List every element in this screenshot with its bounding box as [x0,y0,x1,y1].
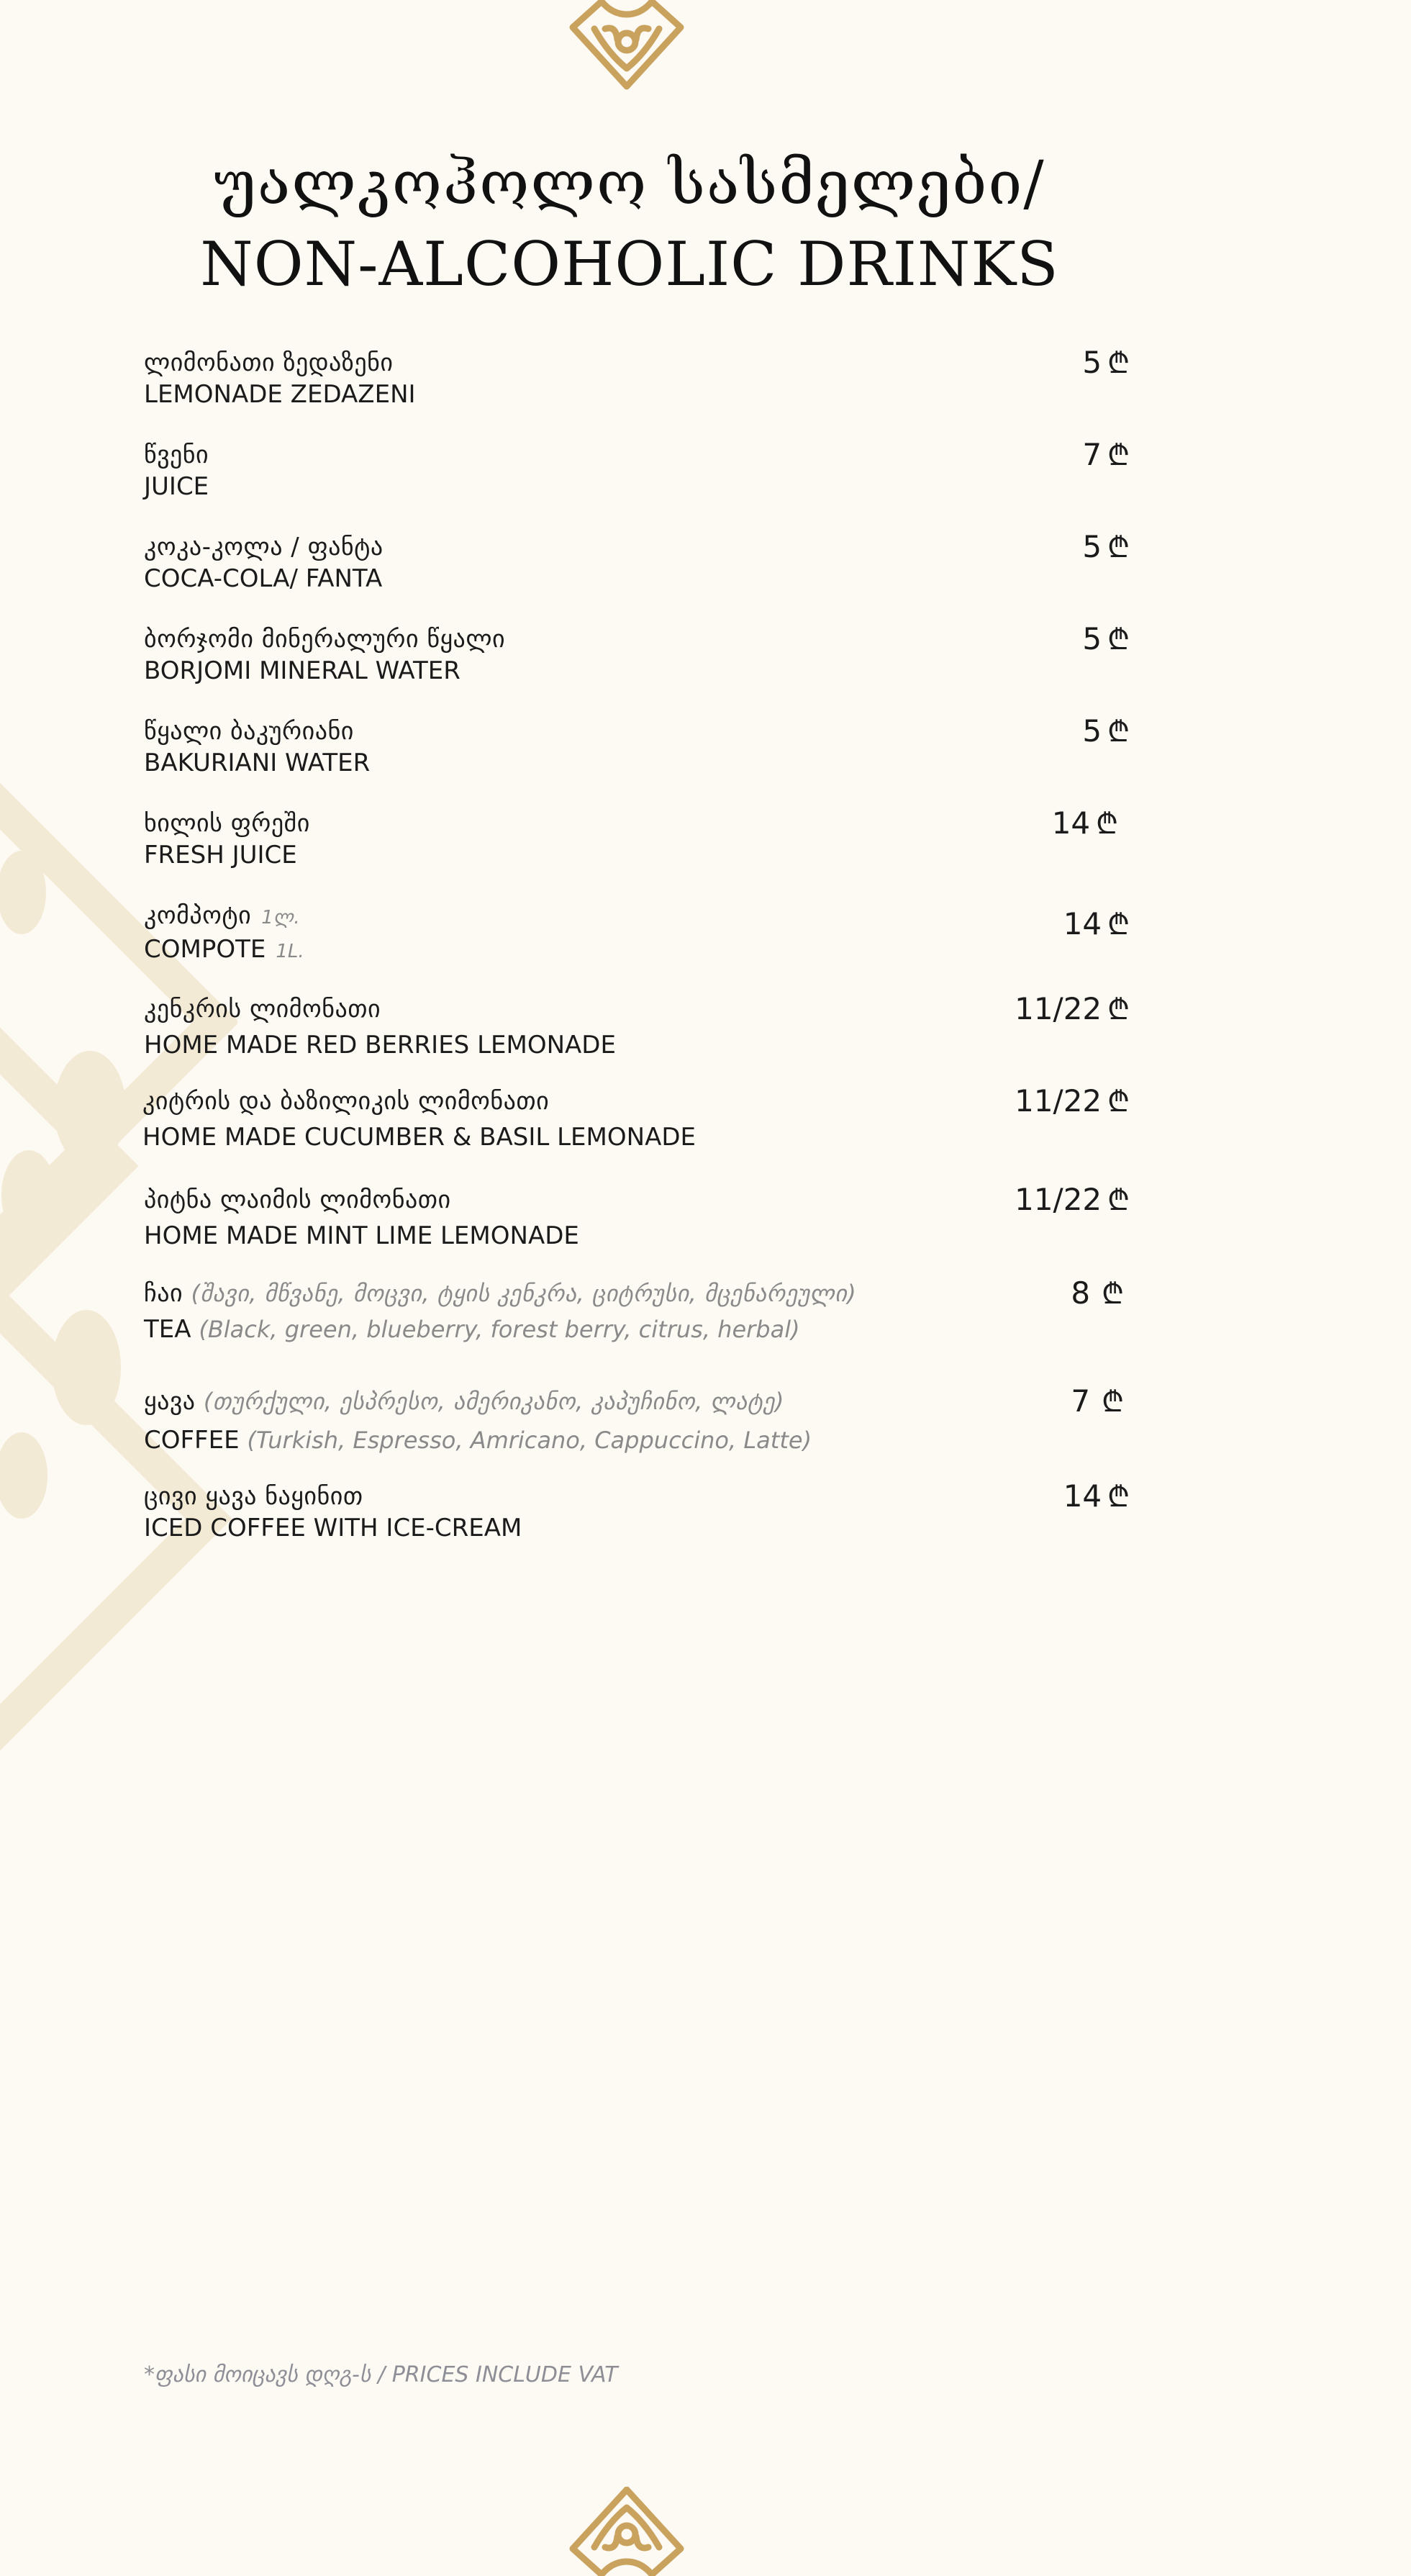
menu-item [144,900,1130,967]
price-value: 5 [1082,713,1102,749]
item-note: (შავი, მწვანე, მოცვი, ტყის კენკრა, ციტრუსი, მცენარეული) [191,1280,857,1307]
item-name-english: HOME MADE CUCUMBER & BASIL LEMONADE [142,1123,696,1152]
item-note: (Turkish, Espresso, Amricano, Cappuccino, Latte) [247,1427,812,1454]
item-price [1051,805,1118,841]
volume-label: 1L. [276,941,304,962]
item-name-english: COCA-COLA/ FANTA [144,564,383,593]
lari-icon: ₾ [1107,1481,1130,1514]
price-value: 11/22 [1015,991,1102,1026]
menu-item [144,439,1130,502]
item-price [1082,715,1130,748]
item-name-text: TEA [144,1315,191,1344]
menu-item [144,623,1130,687]
item-name-georgian: ლიმონათი ზედაზენი [144,348,394,377]
bottom-ornament-icon [566,2487,688,2576]
item-name-english: LEMONADE ZEDAZENI [144,380,416,409]
item-name-georgian [144,1386,1130,1417]
lari-icon: ₾ [1107,993,1130,1026]
price-value: 5 [1082,621,1102,656]
menu-item [144,1478,1130,1544]
lari-icon: ₾ [1096,808,1118,841]
item-name-english: ICED COFFEE WITH ICE-CREAM [144,1514,522,1542]
item-name-georgian [144,900,1130,934]
item-name-georgian: კოკა-კოლა / ფანტა [144,533,384,561]
lari-icon: ₾ [1107,623,1130,656]
item-name-english: FRESH JUICE [144,841,297,869]
item-name-english: JUICE [144,472,209,501]
item-price [1063,1478,1130,1514]
price-value: 7 [1071,1383,1091,1419]
menu-item [144,531,1130,595]
item-name-english [144,1424,1130,1456]
price-value: 14 [1063,1478,1102,1514]
item-price [1082,531,1130,564]
item-name-georgian: ცივი ყავა ნაყინით [144,1482,363,1511]
item-name-georgian: წყალი ბაკურიანი [144,717,354,746]
item-name-text: ჩაი [144,1279,183,1308]
item-name-english: HOME MADE RED BERRIES LEMONADE [144,1031,616,1059]
item-price [1071,1383,1124,1419]
item-price [1082,623,1130,656]
volume-label: 1ლ. [261,907,301,928]
price-value: 7 [1082,437,1102,472]
menu-item [144,805,1130,871]
price-value: 14 [1051,805,1091,841]
item-name-text: COFFEE [144,1426,240,1455]
menu-item [144,993,1130,1061]
menu-item [144,1383,1130,1456]
item-name-english: BORJOMI MINERAL WATER [144,656,460,685]
item-name-english: HOME MADE MINT LIME LEMONADE [144,1221,579,1250]
lari-icon: ₾ [1107,1184,1130,1217]
item-price [1015,1085,1130,1118]
item-name-english [144,1314,1130,1345]
price-value: 11/22 [1015,1083,1102,1118]
lari-icon: ₾ [1107,531,1130,564]
item-name-georgian: ბორჯომი მინერალური წყალი [144,625,506,654]
menu-item [142,1085,1128,1153]
lari-icon: ₾ [1102,1386,1124,1419]
price-value: 5 [1082,529,1102,564]
menu-item [144,1184,1130,1252]
page-title-georgian: უალკოჰოლო სასმელები/ [214,148,1045,218]
item-price [1082,439,1130,471]
item-name-english [144,934,1130,967]
item-name-georgian: კენკრის ლიმონათი [144,995,381,1023]
item-price [1082,347,1130,379]
item-price [1063,908,1130,941]
lari-icon: ₾ [1107,715,1130,749]
price-value: 8 [1071,1275,1091,1311]
lari-icon: ₾ [1102,1278,1124,1311]
item-note: (თურქული, ესპრესო, ამერიკანო, კაპუჩინო, ლატე) [203,1388,784,1415]
item-price [1015,1184,1130,1216]
item-price [1015,993,1130,1026]
lari-icon: ₾ [1107,1085,1130,1118]
menu-item [144,347,1130,410]
lari-icon: ₾ [1107,347,1130,380]
price-value: 14 [1063,906,1102,941]
item-price [1071,1275,1124,1311]
item-name-georgian: პიტნა ლაიმის ლიმონათი [144,1185,451,1214]
item-name-georgian: წვენი [144,440,209,469]
top-ornament-icon [566,0,688,90]
lari-icon: ₾ [1107,908,1130,941]
item-note: (Black, green, blueberry, forest berry, citrus, herbal) [199,1316,800,1343]
vat-note: *ფასი მოიცავს დღგ-ს / PRICES INCLUDE VAT [144,2362,618,2387]
price-value: 11/22 [1015,1182,1102,1217]
item-name-georgian: კიტრის და ბაზილიკის ლიმონათი [142,1087,550,1116]
item-name-text: COMPOTE [144,935,266,964]
item-name-text: ყავა [144,1387,196,1416]
page-title-english: NON-ALCOHOLIC DRINKS [200,229,1059,299]
price-value: 5 [1082,345,1102,380]
lari-icon: ₾ [1107,439,1130,472]
menu-item [144,1275,1130,1345]
item-name-georgian [144,1278,1130,1309]
item-name-english: BAKURIANI WATER [144,749,371,777]
item-name-text: კომპოტი [144,901,252,930]
item-name-georgian: ხილის ფრეში [144,809,310,838]
menu-item [144,715,1130,779]
